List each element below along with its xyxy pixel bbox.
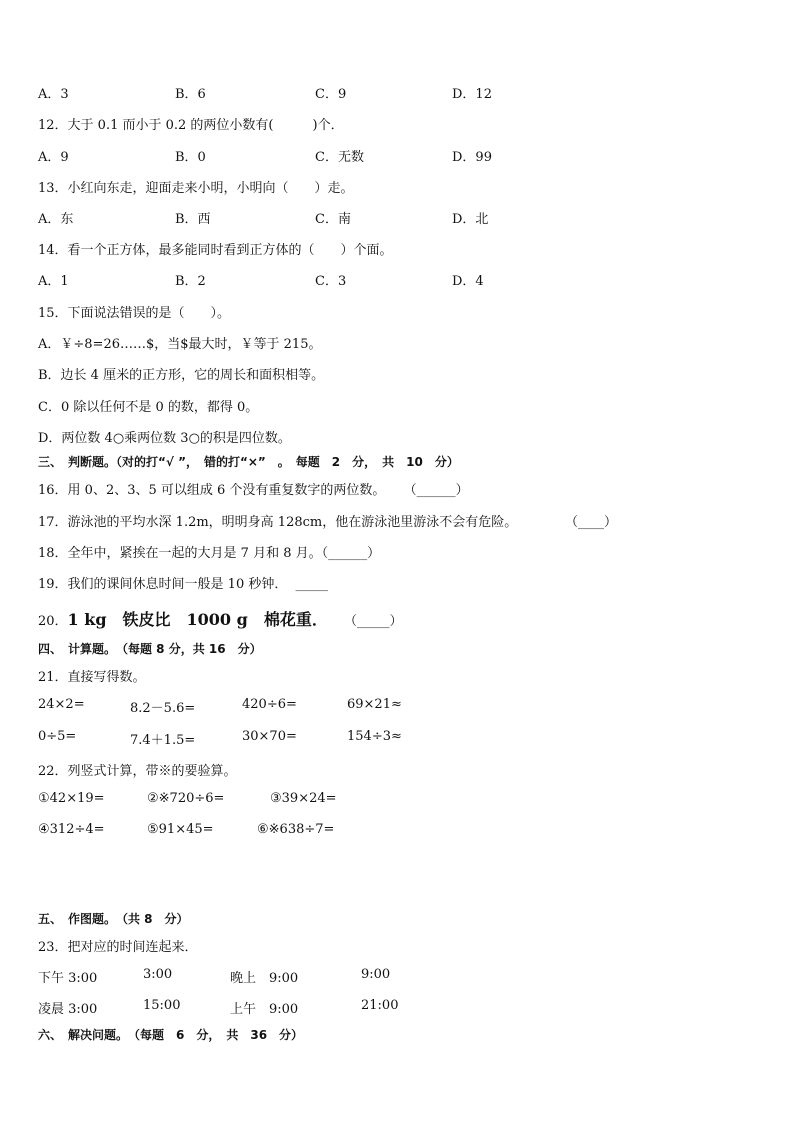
q15-option-b: B．边长 4 厘米的正方形，它的周长和面积相等。	[38, 368, 325, 383]
q11-option-d: D．12	[452, 87, 492, 102]
q21-item: 30×70=	[242, 729, 297, 744]
q21-stem: 21．直接写得数。	[38, 670, 146, 685]
q13-option-c: C．南	[315, 212, 351, 227]
q23-item: 9:00	[361, 967, 391, 982]
q11-option-a: A．3	[38, 87, 69, 102]
q14-option-c: C．3	[315, 274, 347, 289]
q18-text: 18．全年中，紧挨在一起的大月是 7 月和 8 月。（______）	[38, 546, 381, 561]
q21-item: 420÷6=	[242, 697, 297, 712]
section-5-heading: 五、 作图题。 （共 8 分）	[38, 912, 189, 926]
q19-stem: 19．我们的课间休息时间一般是 10 秒钟．	[38, 577, 288, 592]
q23-item: 21:00	[361, 998, 399, 1013]
q15-stem: 15．下面说法错误的是（ ）。	[38, 306, 231, 321]
q22-stem: 22．列竖式计算，带※的要验算。	[38, 764, 237, 779]
q23-item: 15:00	[143, 998, 181, 1013]
q14-stem: 14．看一个正方体，最多能同时看到正方体的（ ）个面。	[38, 243, 393, 258]
q23-item: 下午 3:00	[38, 971, 98, 986]
q22-item: ①42×19=	[38, 791, 105, 806]
q21-item: 0÷5=	[38, 729, 77, 744]
q20-text	[38, 607, 402, 630]
q22-item: ②※720÷6=	[147, 791, 225, 806]
q12-option-b: B．0	[175, 150, 206, 165]
q17-stem: 17．游泳池的平均水深 1.2m，明明身高 128cm，他在游泳池里游泳不会有危险。	[38, 515, 518, 530]
section-4-heading: 四、 计算题。 （每题 8 分，共 16 分）	[38, 642, 262, 656]
q22-item: ④312÷4=	[38, 822, 105, 837]
q16-stem: 16．用 0、2、3、5 可以组成 6 个没有重复数字的两位数。	[38, 483, 386, 498]
q20-stem: 1 kg 铁皮比 1000 g 棉花重．	[67, 610, 328, 629]
section-6-heading: 六、 解决问题。 （每题 6 分， 共 36 分）	[38, 1028, 304, 1042]
q20-answer-blank: （_____）	[343, 614, 403, 629]
q11-option-b: B．6	[175, 87, 206, 102]
q22-item: ⑥※638÷7=	[257, 822, 335, 837]
q14-option-b: B．2	[175, 274, 206, 289]
q23-item: 上午 9:00	[230, 1002, 299, 1017]
q17-answer-blank: （____）	[565, 515, 618, 530]
q21-item: 8.2－5.6=	[130, 701, 196, 716]
q23-item: 3:00	[143, 967, 173, 982]
q21-item: 154÷3≈	[347, 729, 402, 744]
q14-option-a: A．1	[38, 274, 69, 289]
q13-option-d: D．北	[452, 212, 489, 227]
q21-item: 24×2=	[38, 697, 85, 712]
q21-item: 7.4＋1.5=	[130, 733, 196, 748]
q15-option-c: C．0 除以任何不是 0 的数，都得 0。	[38, 400, 259, 415]
q12-option-d: D．99	[452, 150, 492, 165]
q20-number: 20．	[38, 614, 68, 629]
q23-stem: 23．把对应的时间连起来．	[38, 940, 198, 955]
q19-answer-blank: _____	[295, 577, 328, 592]
q15-option-a: A．￥÷8=26……$，当$最大时，￥等于 215。	[38, 337, 322, 352]
q12-stem: 12．大于 0.1 而小于 0.2 的两位小数有( )个．	[38, 118, 344, 133]
section-3-heading: 三、 判断题。（对的打“√ ”， 错的打“×” 。 每题 2 分， 共 10 分）	[38, 455, 459, 469]
q23-item: 晚上 9:00	[230, 971, 299, 986]
q15-option-d: D．两位数 4○乘两位数 3○的积是四位数。	[38, 431, 291, 446]
q22-item: ③39×24=	[270, 791, 337, 806]
q13-option-b: B．西	[175, 212, 211, 227]
q11-option-c: C．9	[315, 87, 347, 102]
q22-item: ⑤91×45=	[147, 822, 214, 837]
q21-item: 69×21≈	[347, 697, 402, 712]
q12-option-a: A．9	[38, 150, 69, 165]
q17-text	[38, 511, 517, 530]
q13-stem: 13．小红向东走，迎面走来小明，小明向（ ）走。	[38, 181, 354, 196]
q16-text	[38, 479, 469, 498]
q14-option-d: D．4	[452, 274, 484, 289]
q16-answer-blank: （______）	[403, 483, 469, 498]
q12-option-c: C．无数	[315, 150, 364, 165]
q23-item: 凌晨 3:00	[38, 1002, 98, 1017]
q13-option-a: A．东	[38, 212, 74, 227]
q19-text	[38, 573, 328, 592]
